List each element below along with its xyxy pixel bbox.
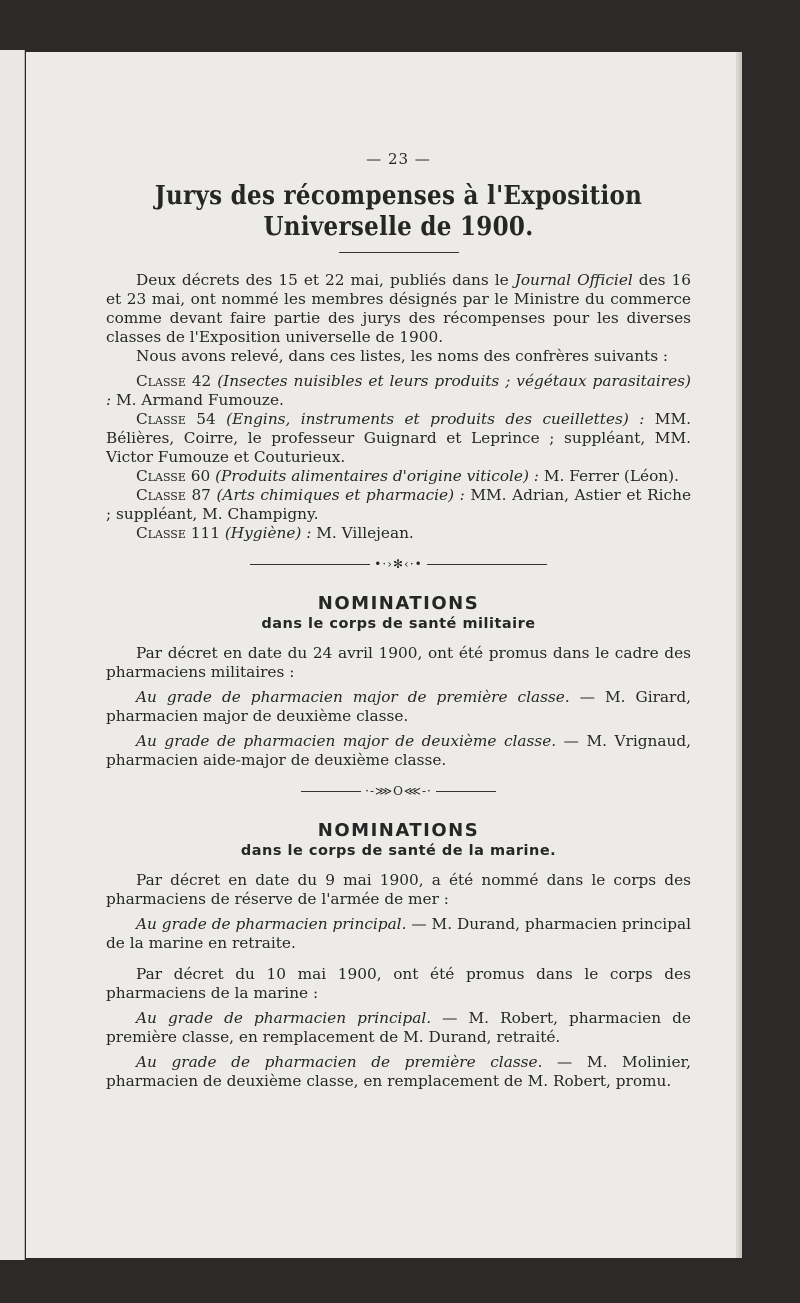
facing-page-edge — [0, 50, 25, 1260]
class-number: 87 — [191, 486, 211, 504]
nominee-text: — M. Robert, pharmacien de première classe, en remplacement de M. Durand, retraité. — [106, 1009, 691, 1046]
nominee-text: — M. Girard, pharmacien major de deuxième classe. — [106, 688, 691, 725]
class-number: 60 — [190, 467, 211, 485]
ornament-line — [301, 791, 361, 792]
page-number: — 23 — — [366, 150, 431, 168]
ornament-line — [436, 791, 496, 792]
class-members: MM. Adrian, Astier et Riche ; suppléant, M. Champigny. — [106, 486, 691, 523]
section-intro: Par décret en date du 24 avril 1900, ont été promus dans le cadre des pharmaciens militaires : — [106, 644, 691, 681]
page-content — [106, 150, 691, 1091]
nomination-item — [106, 732, 691, 770]
class-entry — [106, 467, 691, 486]
nomination-item — [106, 1009, 691, 1047]
ornament-divider — [106, 557, 691, 571]
class-number: 54 — [196, 410, 216, 428]
ornament-glyph: ·-⋙O⋘-· — [365, 784, 432, 798]
section-subtitle: dans le corps de santé militaire — [261, 616, 536, 632]
nominee-text: — M. Molinier, pharmacien de deuxième classe, en remplacement de M. Robert, promu. — [106, 1053, 691, 1090]
ornament-line — [427, 564, 547, 565]
class-entry — [106, 372, 691, 410]
section-title: NOMINATIONS — [317, 593, 480, 614]
class-label: Classe — [136, 467, 186, 485]
class-label: Classe — [136, 372, 186, 390]
ornament-divider-2 — [106, 784, 691, 798]
class-label: Classe — [136, 486, 186, 504]
class-entry — [106, 410, 691, 467]
intro-text-cont: des 16 et 23 mai, ont nommé les membres désignés par le Ministre du commerce comme devant faire partie des jurys des récompenses pour les diverses classes de l'Exposition universelle de 1900. — [106, 271, 691, 346]
nomination-item — [106, 915, 691, 953]
ornament-line — [250, 564, 370, 565]
section-intro: Par décret du 10 mai 1900, ont été promus dans le corps des pharmaciens de la marine : — [106, 965, 691, 1002]
intro-paragraph — [106, 271, 691, 347]
page-title: Jurys des récompenses à l'Exposition Universelle de 1900. — [154, 179, 643, 243]
class-number: 111 — [190, 524, 220, 542]
class-subject: (Hygiène) : — [224, 524, 312, 542]
class-subject: (Engins, instruments et produits des cueillettes) : — [226, 410, 645, 428]
class-entry — [106, 486, 691, 524]
grade-text: Au grade de pharmacien principal. — [136, 1009, 432, 1027]
grade-text: Au grade de pharmacien major de première classe. — [136, 688, 570, 706]
class-label: Classe — [136, 524, 186, 542]
nominee-text: — M. Vrignaud, pharmacien aide-major de deuxième classe. — [106, 732, 692, 769]
class-members: MM. Bélières, Coirre, le professeur Guignard et Leprince ; suppléant, MM. Victor Fumouze et Couturieux. — [106, 410, 691, 466]
nomination-item — [106, 688, 691, 726]
class-subject: (Produits alimentaires d'origine viticole) : — [215, 467, 539, 485]
section-title-2: NOMINATIONS — [317, 820, 480, 841]
class-members: M. Armand Fumouze. — [111, 391, 284, 409]
class-number: 42 — [191, 372, 212, 390]
class-members: M. Villejean. — [311, 524, 414, 542]
class-label: Classe — [136, 410, 186, 428]
book-page — [26, 52, 736, 1258]
section-intro: Par décret en date du 9 mai 1900, a été nommé dans le corps des pharmaciens de réserve de l'armée de mer : — [106, 871, 691, 908]
class-subject: (Arts chimiques et pharmacie) : — [216, 486, 465, 504]
grade-text: Au grade de pharmacien major de deuxième classe. — [136, 732, 557, 750]
grade-text: Au grade de pharmacien principal. — [136, 915, 407, 933]
class-members: M. Ferrer (Léon). — [538, 467, 679, 485]
grade-text: Au grade de pharmacien de première classe. — [136, 1053, 543, 1071]
class-entry — [106, 524, 691, 543]
nomination-item — [106, 1053, 691, 1091]
intro-paragraph-2: Nous avons relevé, dans ces listes, les noms des confrères suivants : — [136, 347, 669, 365]
title-rule — [339, 252, 459, 253]
intro-text: Deux décrets des 15 et 22 mai, publiés dans le — [136, 271, 515, 289]
nominee-text: — M. Durand, pharmacien principal de la marine en retraite. — [106, 915, 691, 952]
journal-name: Journal Officiel — [514, 271, 633, 289]
class-subject: (Insectes nuisibles et leurs produits ; végétaux parasitaires) : — [106, 372, 691, 409]
ornament-glyph: •·›✻‹·• — [374, 557, 423, 571]
section-subtitle-2: dans le corps de santé de la marine. — [240, 843, 557, 859]
